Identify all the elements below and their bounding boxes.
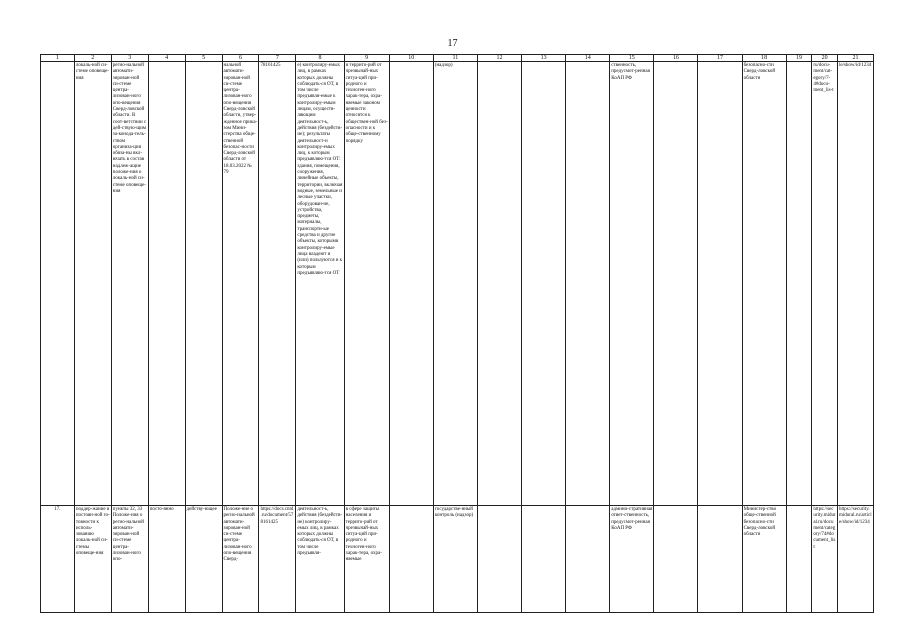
- column-header: 2: [74, 55, 111, 62]
- column-header: 12: [477, 55, 521, 62]
- requirement-cell: локаль-ной си-стеме оповеще-ния: [74, 62, 111, 506]
- control-object-cell: е) контролиру-емых лиц, в рамках которых должны соблюдать-ся ОТ, в том числе предъявля-емые к контролиру-емым лицам, осуществ-ляющим деятельност-ь, действия (бездейств-ие); результаты деятельност-и контролиру-емых лиц, к которым предъявляю-тся ОТ: здания, помещения, сооружения, линейные объекты, территории, включая водные, земельные и лесные участки, оборудован-ие, устройства, предметы, материалы, транспортн-ые средства и другие объекты, которыми контролиру-емые лица владеют и (или) пользуются и к которым предъявляю-тся ОТ: [296, 62, 344, 506]
- column-header: 11: [433, 55, 477, 62]
- column-header: 18: [742, 55, 786, 62]
- column-header: 16: [654, 55, 698, 62]
- table-cell: [786, 506, 812, 613]
- control-object-cell: деятельност-ь, действия (бездейств-ие) контролиру-емых лиц, в рамках которых должны соблюдать-ся ОТ, в том числе предъявля-: [296, 506, 344, 613]
- column-header: 5: [185, 55, 222, 62]
- column-header: 9: [344, 55, 389, 62]
- table-cell: [566, 506, 610, 613]
- column-header: 14: [566, 55, 610, 62]
- table-cell: [477, 62, 521, 506]
- table-row: [41, 62, 874, 506]
- column-header: 10: [389, 55, 433, 62]
- column-header: 1: [41, 55, 75, 62]
- validity-period-cell: посто-янно: [148, 506, 185, 613]
- page-number: 17: [447, 38, 458, 49]
- table-cell: [698, 62, 742, 506]
- table-cell: [522, 506, 566, 613]
- status-cell: [185, 62, 222, 506]
- act-link-cell[interactable]: 78161425: [259, 62, 296, 506]
- table-cell: [389, 506, 433, 613]
- table-cell: [522, 62, 566, 506]
- registry-table: [40, 54, 874, 613]
- validity-period-cell: [148, 62, 185, 506]
- table-cell: [566, 62, 610, 506]
- table-cell: [477, 506, 521, 613]
- table-row: [41, 506, 874, 613]
- protected-values-cell: в сфере защиты населения и террито-рий от чрезвычай-ных ситуа-ций при-родного и техноген-ного харак-тера, охра-няемые: [344, 506, 389, 613]
- column-header: 19: [786, 55, 812, 62]
- column-header: 20: [812, 55, 838, 62]
- column-header: 17: [698, 55, 742, 62]
- requirement-cell: поддер-жание в постоян-ной го-товности к исполь-зованию локаль-ной си-стемы оповеще-ния: [74, 506, 111, 613]
- article-link-cell[interactable]: https://security.midural.ru/article/show/id/1234: [837, 506, 873, 613]
- table-cell: [698, 506, 742, 613]
- liability-cell: ственность, предусмот-ренная КоАП РФ: [610, 62, 654, 506]
- legal-act-cell: нальной автомати-зирован-ной си-стеме центра-лизован-ного опо-вещения Сверд-ловской области, утвер-жденное прика-зом Мини-стерства обще-ственной безопас-ности Сверд-ловской области от 18.03.2022 № 79: [222, 62, 259, 506]
- table-cell: [389, 62, 433, 506]
- control-type-cell: (надзор): [433, 62, 477, 506]
- row-number-cell: [41, 62, 75, 506]
- structural-unit-cell: пункты 32, 33 Положе-ния о регио-нальной автомати-зирован-ной си-стеме центра-лизован-ного опо-: [111, 506, 148, 613]
- column-header: 6: [222, 55, 259, 62]
- authority-cell: Министер-ство обще-ственной безопасно-сти Сверд-ловской области: [742, 506, 786, 613]
- column-header: 13: [522, 55, 566, 62]
- document-link-cell[interactable]: https://security.midural.ru/document/category/74#document_list: [812, 506, 838, 613]
- control-type-cell: государстве-нный контроль (надзор): [433, 506, 477, 613]
- column-header: 7: [259, 55, 296, 62]
- table-cell: [654, 506, 698, 613]
- column-header: 3: [111, 55, 148, 62]
- row-number-cell: 17.: [41, 506, 75, 613]
- column-number-row: [41, 55, 874, 62]
- article-link-cell[interactable]: le/show/id/1234: [837, 62, 873, 506]
- document-link-cell[interactable]: ru/docu-ment/cat-egory/7-4#docu-ment_lis-t: [812, 62, 838, 506]
- legal-act-cell: Положе-ние о регио-нальной автомати-зирован-ной си-стеме центра-лизован-ного опо-вещения Сверд-: [222, 506, 259, 613]
- protected-values-cell: и террито-рий от чрезвычай-ных ситуа-ций при-родного и техноген-ного харак-тера, охра-няемые законом ценности относятся к обществен-ной без-опасности и к обще-ственному порядку: [344, 62, 389, 506]
- column-header: 15: [610, 55, 654, 62]
- column-header: 21: [837, 55, 873, 62]
- column-header: 4: [148, 55, 185, 62]
- table-cell: [654, 62, 698, 506]
- structural-unit-cell: регио-нальной автомати-зирован-ной си-стеме центра-лизован-ного опо-вещения Сверд-ловской области. В соот-ветствии с дей-ствую-щим за-конода-тель-ством организа-ции обяза-ны вкл-ючать в состав надлеж-ащие положе-ния о локаль-ной си-стеме оповеще-ния: [111, 62, 148, 506]
- authority-cell: безопасно-сти Сверд-ловской области: [742, 62, 786, 506]
- column-header: 8: [296, 55, 344, 62]
- liability-cell: админи-стративная ответ-ственность, предусмот-ренная КоАП РФ: [610, 506, 654, 613]
- status-cell: действу-ющее: [185, 506, 222, 613]
- table-cell: [786, 62, 812, 506]
- act-link-cell[interactable]: https://docs.cntd.ru/document/578161425: [259, 506, 296, 613]
